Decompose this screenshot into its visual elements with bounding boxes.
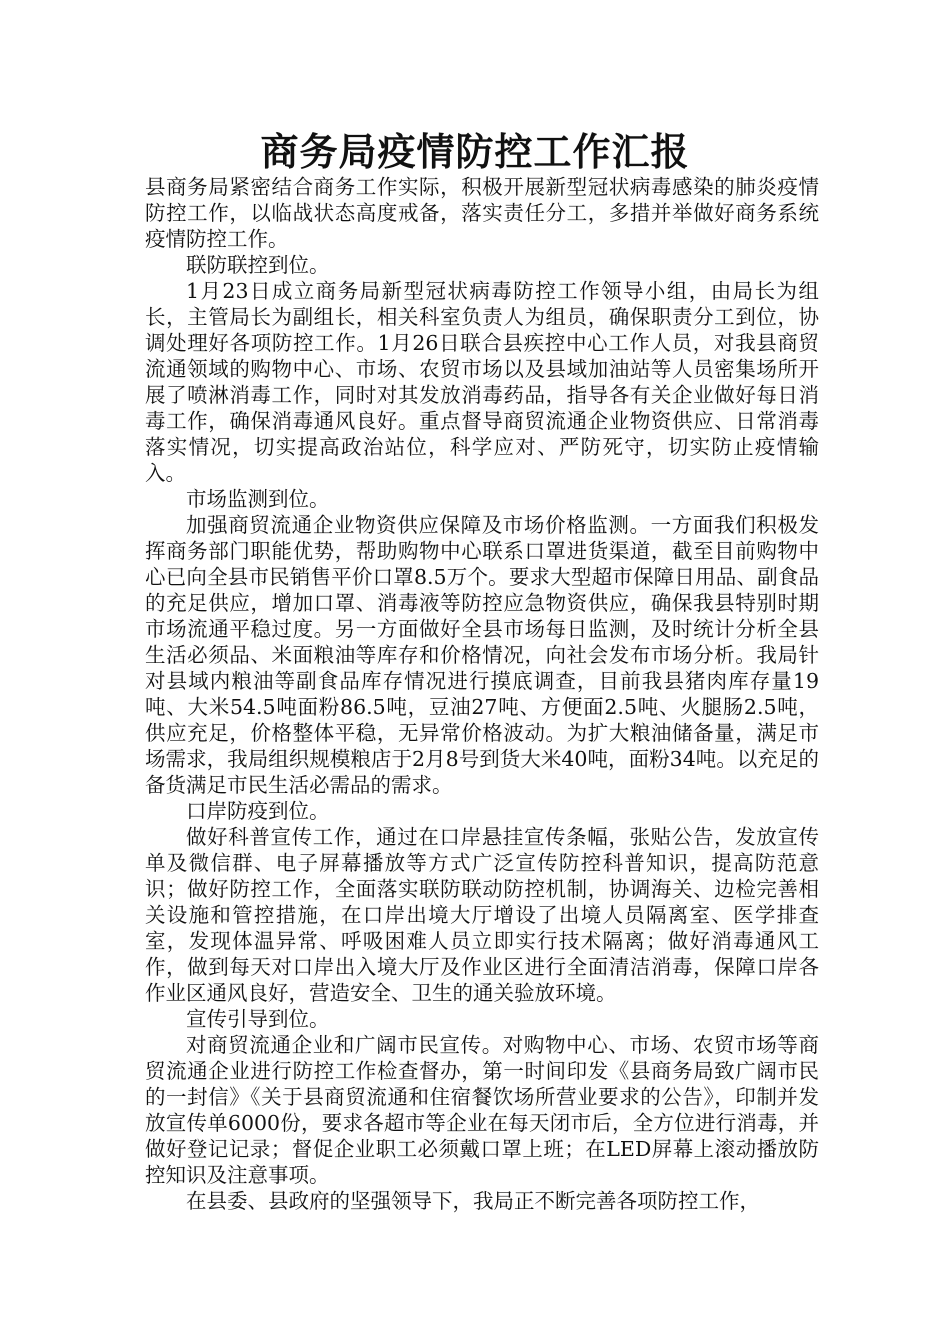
intro-paragraph: 县商务局紧密结合商务工作实际，积极开展新型冠状病毒感染的肺炎疫情防控工作，以临战状态高度戒备，落实责任分工，多措并举做好商务系统疫情防控工作。 <box>145 175 819 251</box>
paragraph-publicity-guidance: 对商贸流通企业和广阔市民宣传。对购物中心、市场、农贸市场等商贸流通企业进行防控工作检查督办，第一时间印发《县商务局致广阔市民的一封信》《关于县商贸流通和住宿餐饮场所营业要求的公告》，印制并发放宣传单6000份，要求各超市等企业在每天闭市后，全方位进行消毒，并做好登记记录；督促企业职工必须戴口罩上班；在LED屏幕上滚动播放防控知识及注意事项。 <box>145 1033 819 1187</box>
paragraph-market-monitoring: 加强商贸流通企业物资供应保障及市场价格监测。一方面我们积极发挥商务部门职能优势，帮助购物中心联系口罩进货渠道，截至目前购物中心已向全县市民销售平价口罩8.5万个。要求大型超市保障日用品、副食品的充足供应，增加口罩、消毒液等防控应急物资供应，确保我县特别时期市场流通平稳过度。另一方面做好全县市场每日监测，及时统计分析全县生活必须品、米面粮油等库存和价格情况，向社会发布市场分析。我局针对县域内粮油等副食品库存情况进行摸底调查，目前我县猪肉库存量19吨、大米54.5吨面粉86.5吨，豆油27吨、方便面2.5吨、火腿肠2.5吨，供应充足，价格整体平稳，无异常价格波动。为扩大粮油储备量，满足市场需求，我局组织规模粮店于2月8号到货大米40吨，面粉34吨。以充足的备货满足市民生活必需品的需求。 <box>145 513 819 797</box>
section-heading-market-monitoring: 市场监测到位。 <box>186 487 330 511</box>
document-title: 商务局疫情防控工作汇报 <box>260 130 690 174</box>
section-heading-port-epidemic-prevention: 口岸防疫到位。 <box>186 799 330 823</box>
paragraph-joint-prevention: 1月23日成立商务局新型冠状病毒防控工作领导小组，由局长为组长，主管局长为副组长，相关科室负责人为组员，确保职责分工到位，协调处理好各项防控工作。1月26日联合县疾控中心工作人员，对我县商贸流通领域的购物中心、市场、农贸市场以及县域加油站等人员密集场所开展了喷淋消毒工作，同时对其发放消毒药品，指导各有关企业做好每日消毒工作，确保消毒通风良好。重点督导商贸流通企业物资供应、日常消毒落实情况，切实提高政治站位，科学应对、严防死守，切实防止疫情输入。 <box>145 279 819 485</box>
document-body <box>145 174 819 1214</box>
paragraph-port-epidemic-prevention: 做好科普宣传工作，通过在口岸悬挂宣传条幅，张贴公告，发放宣传单及微信群、电子屏幕播放等方式广泛宣传防控科普知识，提高防范意识；做好防控工作，全面落实联防联动防控机制，协调海关、边检完善相关设施和管控措施，在口岸出境大厅增设了出境人员隔离室、医学排查室，发现体温异常、呼吸困难人员立即实行技术隔离；做好消毒通风工作，做到每天对口岸出入境大厅及作业区进行全面清洁消毒，保障口岸各作业区通风良好，营造安全、卫生的通关验放环境。 <box>145 825 819 1005</box>
closing-paragraph: 在县委、县政府的坚强领导下，我局正不断完善各项防控工作， <box>186 1189 760 1213</box>
section-heading-publicity-guidance: 宣传引导到位。 <box>186 1007 330 1031</box>
section-heading-joint-prevention: 联防联控到位。 <box>186 253 330 277</box>
